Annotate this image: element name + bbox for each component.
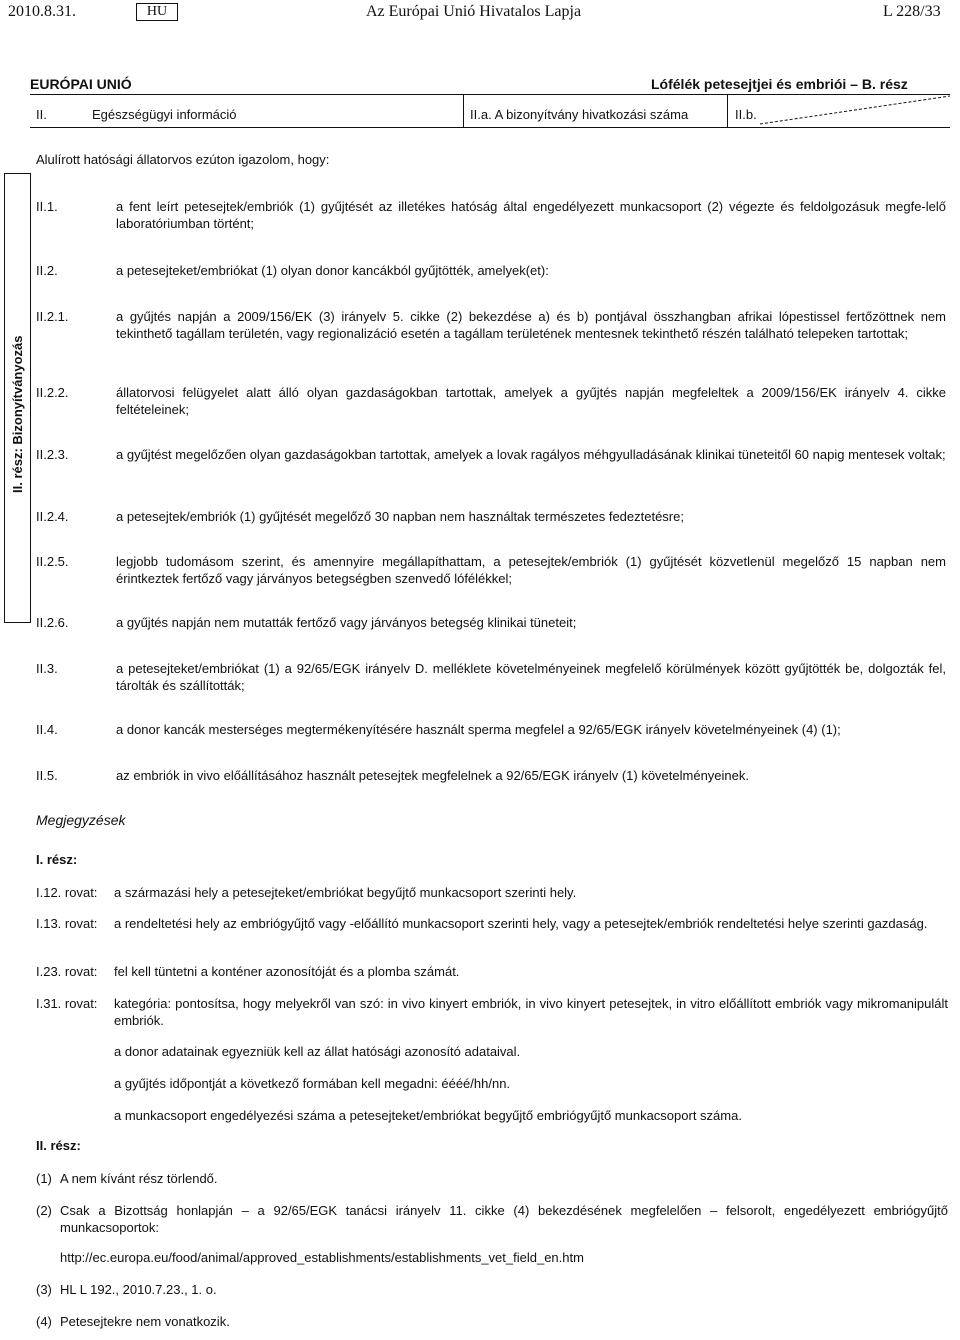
- item-text: a petesejteket/embriókat (1) a 92/65/EGK irányelv D. melléklete követelményeinek megfelelő körülmények között gyűjtötték be, dolgozták fel, tárolták és szállították;: [116, 661, 946, 693]
- item-text: állatorvosi felügyelet alatt álló olyan gazdaságokban tartottak, amelyek a gyűjtés napján megfeleltek a 2009/156/EK irányelv 4. cikke feltételeinek;: [116, 385, 946, 417]
- intro-statement: Alulírott hatósági állatorvos ezúton igazolom, hogy:: [36, 152, 330, 167]
- side-label: II. rész: Bizonyítványozás: [10, 335, 25, 493]
- note-text: a gyűjtés időpontját a következő formában kell megadni: éééé/hh/nn.: [114, 1076, 511, 1091]
- item-number: II.2.5.: [36, 554, 69, 569]
- footnote-marker: (3): [36, 1282, 52, 1297]
- reference-number-label: II.a. A bizonyítvány hivatkozási száma: [470, 107, 689, 122]
- section-title: Egészségügyi információ: [92, 107, 237, 122]
- footnote-text: Csak a Bizottság honlapján – a 92/65/EGK tanácsi irányelv 11. cikke (4) bekezdésének megfelelően – felsorolt, engedélyezett embriógyűjtő munkacsoportok:: [60, 1203, 948, 1235]
- item-number: II.2.6.: [36, 615, 69, 630]
- item-number: II.2.: [36, 263, 58, 278]
- item-number: II.1.: [36, 199, 58, 214]
- notes-part2-heading: II. rész:: [36, 1138, 81, 1153]
- footnote-marker: (1): [36, 1171, 52, 1186]
- ref-b-divider: [727, 94, 728, 127]
- header-rule-bottom: [30, 127, 950, 128]
- org-name: EURÓPAI UNIÓ: [30, 76, 132, 92]
- side-bracket-bottom: [4, 622, 31, 623]
- side-bracket-line: [30, 173, 31, 623]
- item-number: II.2.4.: [36, 509, 69, 524]
- note-key: I.13. rovat:: [36, 916, 98, 931]
- footnote-text: Petesejtekre nem vonatkozik.: [60, 1314, 230, 1329]
- journal-title: Az Európai Unió Hivatalos Lapja: [366, 3, 582, 20]
- item-text: a fent leírt petesejtek/embriók (1) gyűjtését az illetékes hatóság által engedélyezett munkacsoport (2) végezte és feldolgozásuk megfe-lelő laboratóriumban történt;: [116, 199, 946, 231]
- footnote-marker: (4): [36, 1314, 52, 1329]
- ref-divider: [463, 94, 464, 127]
- item-text: a gyűjtést megelőzően olyan gazdaságokban tartottak, amelyek a lovak ragályos méhgyulladásának klinikai tüneteitől 60 napig mentesek voltak;: [116, 447, 946, 462]
- certificate-title: Lófélék petesejtjei és embriói – B. rész: [651, 76, 908, 92]
- footnote-marker: (2): [36, 1203, 52, 1218]
- item-text: a gyűjtés napján nem mutatták fertőző vagy járványos betegség klinikai tüneteit;: [116, 615, 577, 630]
- note-text: a rendeltetési hely az embriógyűjtő vagy -előállító munkacsoport szerinti hely, vagy a petesejtek/embriók rendeltetési helye szerinti gazdaság.: [114, 916, 928, 931]
- item-number: II.2.3.: [36, 447, 69, 462]
- item-text: a petesejtek/embriók (1) gyűjtését megelőző 30 napban nem használtak természetes fedeztetésre;: [116, 509, 684, 524]
- note-text: fel kell tüntetni a konténer azonosítóját és a plomba számát.: [114, 964, 460, 979]
- item-text: legjobb tudomásom szerint, és amennyire megállapíthattam, a petesejtek/embriók (1) gyűjtését közvetlenül megelőző 15 napban nem érintkeztek fertőző vagy járványos betegségben szenvedő lófélékkel;: [116, 554, 946, 586]
- note-text: a származási hely a petesejteket/embriókat begyűjtő munkacsoport szerinti hely.: [114, 885, 577, 900]
- note-key: I.23. rovat:: [36, 964, 98, 979]
- language-code-box: HU: [136, 3, 178, 21]
- note-text: a donor adatainak egyezniük kell az állat hatósági azonosító adataival.: [114, 1044, 521, 1059]
- side-bracket-top: [4, 173, 31, 174]
- notes-title: Megjegyzések: [36, 812, 126, 828]
- side-bracket-left: [4, 173, 5, 623]
- footnote-url-text[interactable]: http://ec.europa.eu/food/animal/approved_establishments/establishments_vet_field_en.htm: [60, 1250, 584, 1265]
- item-text: a gyűjtés napján a 2009/156/EK (3) irányelv 5. cikke (2) bekezdése a) és b) pontjával összhangban afrikai lópestissel fertőzöttnek nem tekinthető tagállam területén, vagy regionalizáció esetén a tagállam területének mentesnek tekinthető részén található telepeken tartottak;: [116, 309, 946, 341]
- item-number: II.2.2.: [36, 385, 69, 400]
- note-text: kategória: pontosítsa, hogy melyekről van szó: in vivo kinyert embriók, in vivo kinyert petesejtek, in vitro előállított embriók vagy mikromanipulált embriók.: [114, 996, 948, 1028]
- section-number: II.: [36, 107, 47, 122]
- struck-field: [760, 94, 950, 127]
- note-text: a munkacsoport engedélyezési száma a petesejteket/embriókat begyűjtő embriógyűjtő munkacsoport száma.: [114, 1108, 742, 1123]
- note-key: I.12. rovat:: [36, 885, 98, 900]
- publication-date: 2010.8.31.: [8, 3, 76, 20]
- notes-part1-heading: I. rész:: [36, 852, 78, 867]
- item-text: a petesejteket/embriókat (1) olyan donor kancákból gyűjtötték, amelyek(et):: [116, 263, 549, 278]
- item-number: II.4.: [36, 722, 58, 737]
- note-key: I.31. rovat:: [36, 996, 98, 1011]
- footnote-text: A nem kívánt rész törlendő.: [60, 1171, 218, 1186]
- item-number: II.5.: [36, 768, 58, 783]
- item-text: az embriók in vivo előállításához használt petesejtek megfelelnek a 92/65/EGK irányelv (1) követelményeinek.: [116, 768, 750, 783]
- item-text: a donor kancák mesterséges megtermékenyítésére használt sperma megfelel a 92/65/EGK irányelv követelményeinek (4) (1);: [116, 722, 841, 737]
- footnote-text: HL L 192., 2010.7.23., 1. o.: [60, 1282, 217, 1297]
- reference-b-label: II.b.: [735, 107, 757, 122]
- page-number: L 228/33: [883, 3, 941, 20]
- item-number: II.3.: [36, 661, 58, 676]
- item-number: II.2.1.: [36, 309, 69, 324]
